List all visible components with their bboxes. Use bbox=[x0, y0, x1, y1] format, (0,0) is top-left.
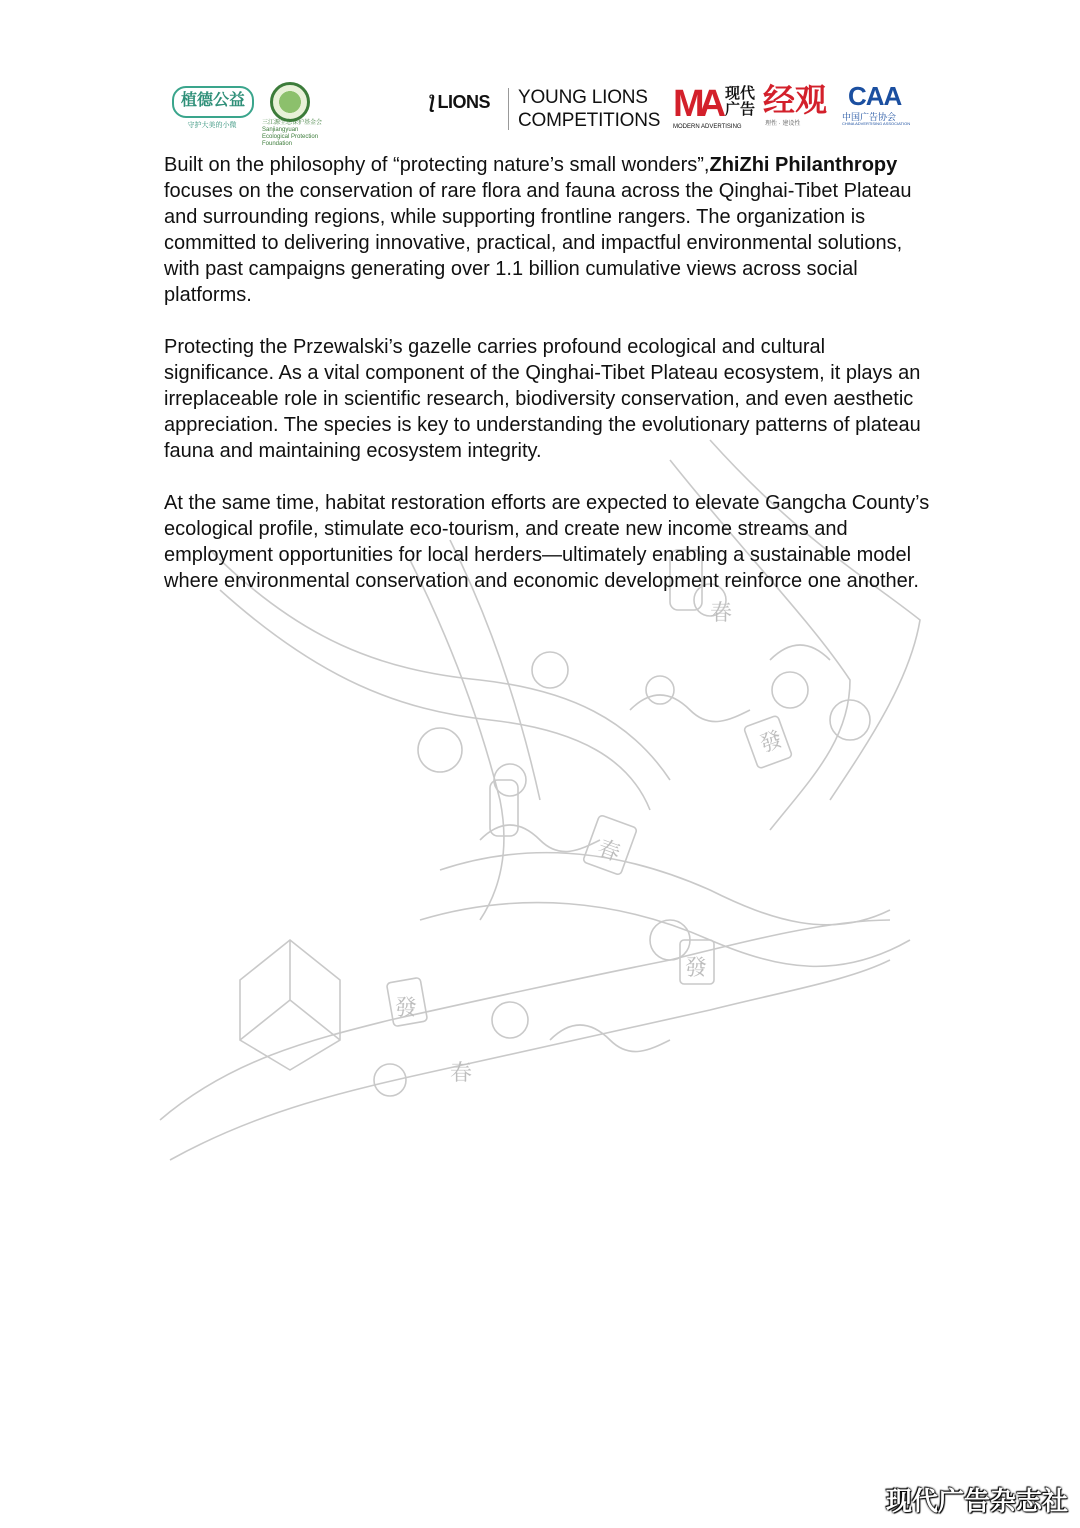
young-lions-line2: COMPETITIONS bbox=[518, 110, 661, 131]
caa-logo-en: CHINA ADVERTISING ASSOCIATION bbox=[842, 121, 911, 126]
sanjiangyuan-foundation-logo bbox=[262, 82, 323, 147]
caa-logo-cn: 中国广告协会 bbox=[842, 112, 897, 122]
sanjiangyuan-logo-text: 三江源生态保护基金会 Sanjiangyuan Ecological Protection Foundation bbox=[262, 120, 323, 147]
ma-logo-en: MODERN ADVERTISING bbox=[673, 124, 742, 130]
paragraph-1-intro: Built on the philosophy of “protecting nature’s small wonders”, bbox=[164, 154, 710, 176]
lions-logo-text: LIONS bbox=[437, 91, 490, 112]
young-lions-line1: YOUNG LIONS bbox=[518, 87, 648, 108]
jingguan-logo bbox=[763, 82, 835, 132]
jingguan-logo-cn: 经观 bbox=[763, 82, 828, 118]
caa-logo-mark: CAA bbox=[848, 81, 902, 111]
publisher-watermark: 现代广告杂志社 bbox=[885, 1487, 1068, 1517]
bg-glyph-chun-3: 春 bbox=[450, 1061, 473, 1086]
zhizhi-logo-tagline: 守护大美的小微 bbox=[187, 122, 237, 129]
paragraph-1 bbox=[164, 152, 934, 308]
organization-name: ZhiZhi Philanthropy bbox=[709, 154, 898, 176]
ma-logo-mark: MA bbox=[673, 83, 721, 125]
lions-logo bbox=[428, 90, 490, 114]
jingguan-logo-tagline: 理性 · 建设性 bbox=[765, 121, 801, 127]
sanjiangyuan-seal-icon bbox=[270, 82, 310, 122]
paragraph-2: Protecting the Przewalski’s gazelle carries profound ecological and cultural significance. As a vital component of the Qinghai-Tibet Plateau ecosystem, it plays an irreplaceable role in scientific research, biodiversity conservation, and even aesthetic appreciation. The species is key to understanding the evolutionary patterns of plateau fauna and maintaining ecosystem integrity. bbox=[164, 336, 921, 462]
lions-mark-icon: ƪ bbox=[428, 91, 435, 112]
header-logos bbox=[0, 80, 1080, 147]
body-text bbox=[164, 152, 934, 620]
ma-logo-cn: 现代广告 bbox=[725, 85, 756, 118]
bg-glyph-fa-2: 發 bbox=[685, 956, 708, 981]
bg-glyph-chun-1: 春 bbox=[594, 835, 624, 867]
bg-glyph-fa-1: 發 bbox=[756, 726, 786, 758]
bg-glyph-fa-3: 發 bbox=[395, 996, 418, 1021]
zhizhi-philanthropy-logo bbox=[166, 84, 258, 132]
paragraph-1-rest: focuses on the conservation of rare flora and fauna across the Qinghai-Tibet Plateau and surrounding regions, while supporting frontline rangers. The organization is committed to delivering innovative, practical, and impactful environmental solutions, with past campaigns generating over 1.1 billion cumulative views across social platforms. bbox=[164, 180, 912, 306]
caa-logo bbox=[842, 82, 916, 130]
bg-glyph-chun-2: 春 bbox=[710, 601, 733, 626]
zhizhi-logo-mark: 植德公益 bbox=[172, 86, 254, 118]
paragraph-3: At the same time, habitat restoration efforts are expected to elevate Gangcha County’s ecological profile, stimulate eco-tourism, and create new income streams and employment opportunities for local herders—ultimately enabling a sustainable model where environmental conservation and economic development reinforce one another. bbox=[164, 492, 930, 592]
logo-divider bbox=[508, 88, 509, 130]
young-lions-logo bbox=[518, 86, 660, 132]
modern-advertising-logo bbox=[673, 84, 759, 132]
